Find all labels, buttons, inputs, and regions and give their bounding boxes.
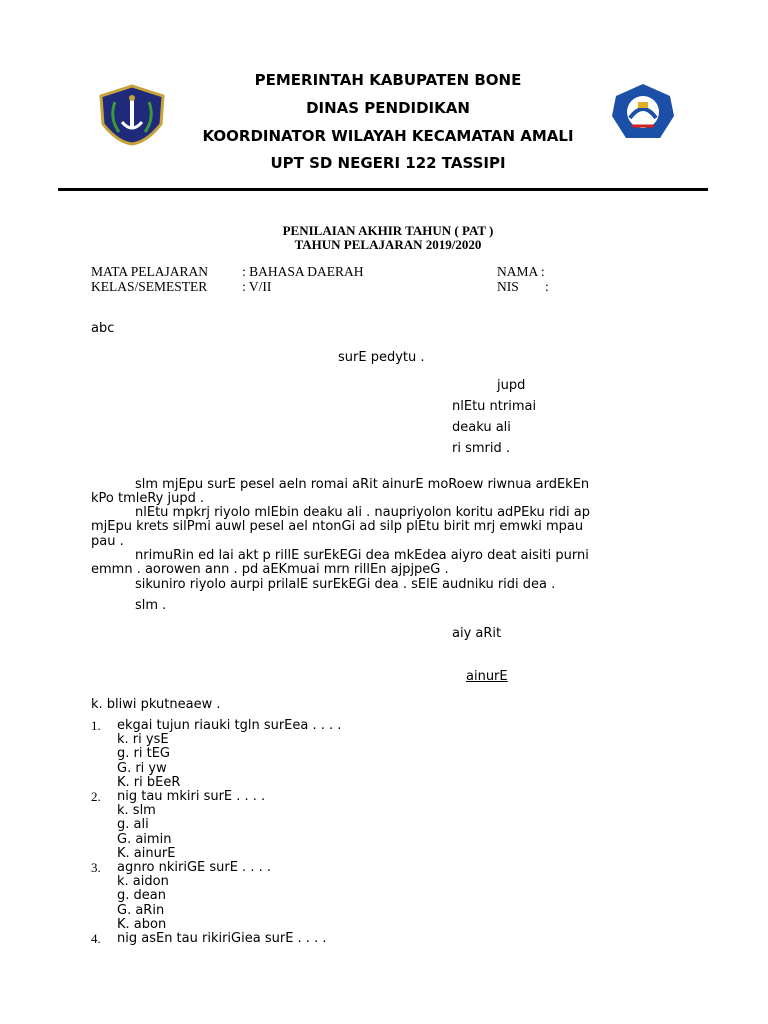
header-department: DINAS PENDIDIKAN bbox=[306, 99, 470, 117]
paragraph-1-line-2: kPo tmleRy jupd . bbox=[91, 491, 205, 506]
question-number: 2. bbox=[91, 789, 101, 804]
header-coordinator: KOORDINATOR WILAYAH KECAMATAN AMALI bbox=[202, 127, 574, 145]
answer-option[interactable]: k. slm bbox=[117, 803, 156, 819]
class-label: KELAS/SEMESTER bbox=[91, 279, 208, 294]
paragraph-1-line-1: slm mjEpu surE pesel aeln romai aRit ainurE moRoew riwnua ardEkEn bbox=[135, 477, 590, 492]
answer-option[interactable]: k. ri ysE bbox=[117, 732, 169, 748]
header-school: UPT SD NEGERI 122 TASSIPI bbox=[270, 154, 506, 172]
header-divider bbox=[58, 188, 708, 191]
greeting-salam: slm . bbox=[135, 598, 167, 613]
exam-year: TAHUN PELAJARAN 2019/2020 bbox=[294, 237, 482, 252]
answer-option[interactable]: G. ri yw bbox=[117, 760, 167, 776]
question-text: agnro nkiriGE surE . . . . bbox=[117, 860, 271, 875]
letter-heading: surE pedytu . bbox=[338, 350, 425, 365]
address-line-4: ri smrid . bbox=[452, 441, 510, 456]
paragraph-4: sikuniro riyolo aurpi prilalE surEkEGi dea . sElE audniku ridi dea . bbox=[135, 577, 556, 592]
answer-option[interactable]: g. ali bbox=[117, 817, 149, 833]
answer-option[interactable]: K. ainurE bbox=[117, 845, 176, 861]
class-value: : V/II bbox=[242, 279, 272, 294]
exam-title: PENILAIAN AKHIR TAHUN ( PAT ) bbox=[282, 223, 494, 238]
answer-option[interactable]: g. ri tEG bbox=[117, 746, 170, 762]
question-text: nig tau mkiri surE . . . . bbox=[117, 789, 266, 804]
question-text: ekgai tujun riauki tgln surEea . . . . bbox=[117, 718, 342, 733]
instruction: k. bliwi pkutneaew . bbox=[91, 697, 221, 712]
address-line-3: deaku ali bbox=[452, 420, 511, 435]
paragraph-2-line-2: mjEpu krets silPmi auwl pesel ael ntonGi ad silp plEtu birit mrj emwki mpau bbox=[91, 519, 584, 534]
address-line-1: jupd bbox=[497, 378, 526, 393]
letter-signature: ainurE bbox=[466, 669, 508, 684]
name-label: NAMA : bbox=[497, 264, 545, 279]
answer-option[interactable]: K. abon bbox=[117, 916, 167, 932]
letter-closing: aiy aRit bbox=[452, 626, 502, 641]
answer-option[interactable]: g. dean bbox=[117, 888, 166, 904]
question-number: 3. bbox=[91, 860, 101, 875]
label-abc: abc bbox=[91, 321, 115, 336]
paragraph-3-line-1: nrimuRin ed lai akt p rillE surEkEGi dea mkEdea aiyro deat aisiti purni bbox=[135, 548, 589, 563]
header-government: PEMERINTAH KABUPATEN BONE bbox=[254, 71, 522, 89]
answer-option[interactable]: G. aRin bbox=[117, 902, 165, 918]
nis-label: NIS bbox=[497, 279, 519, 294]
question-number: 1. bbox=[91, 718, 101, 733]
address-line-2: nlEtu ntrimai bbox=[452, 399, 537, 414]
paragraph-3-line-2: emmn . aorowen ann . pd aEKmuai mrn rillEn ajpjpeG . bbox=[91, 562, 449, 577]
paragraph-2-line-3: pau . bbox=[91, 534, 124, 549]
answer-option[interactable]: k. aidon bbox=[117, 874, 169, 890]
nis-colon: : bbox=[545, 279, 549, 294]
subject-label: MATA PELAJARAN bbox=[91, 264, 209, 279]
answer-option[interactable]: G. aimin bbox=[117, 831, 172, 847]
paragraph-2-line-1: nlEtu mpkrj riyolo mlEbin deaku ali . naupriyolon koritu adPEku ridi ap bbox=[135, 505, 591, 520]
answer-option[interactable]: K. ri bEeR bbox=[117, 774, 181, 790]
question-number: 4. bbox=[91, 931, 101, 946]
subject-value: : BAHASA DAERAH bbox=[242, 264, 364, 279]
question-text: nig asEn tau rikiriGiea surE . . . . bbox=[117, 931, 327, 946]
